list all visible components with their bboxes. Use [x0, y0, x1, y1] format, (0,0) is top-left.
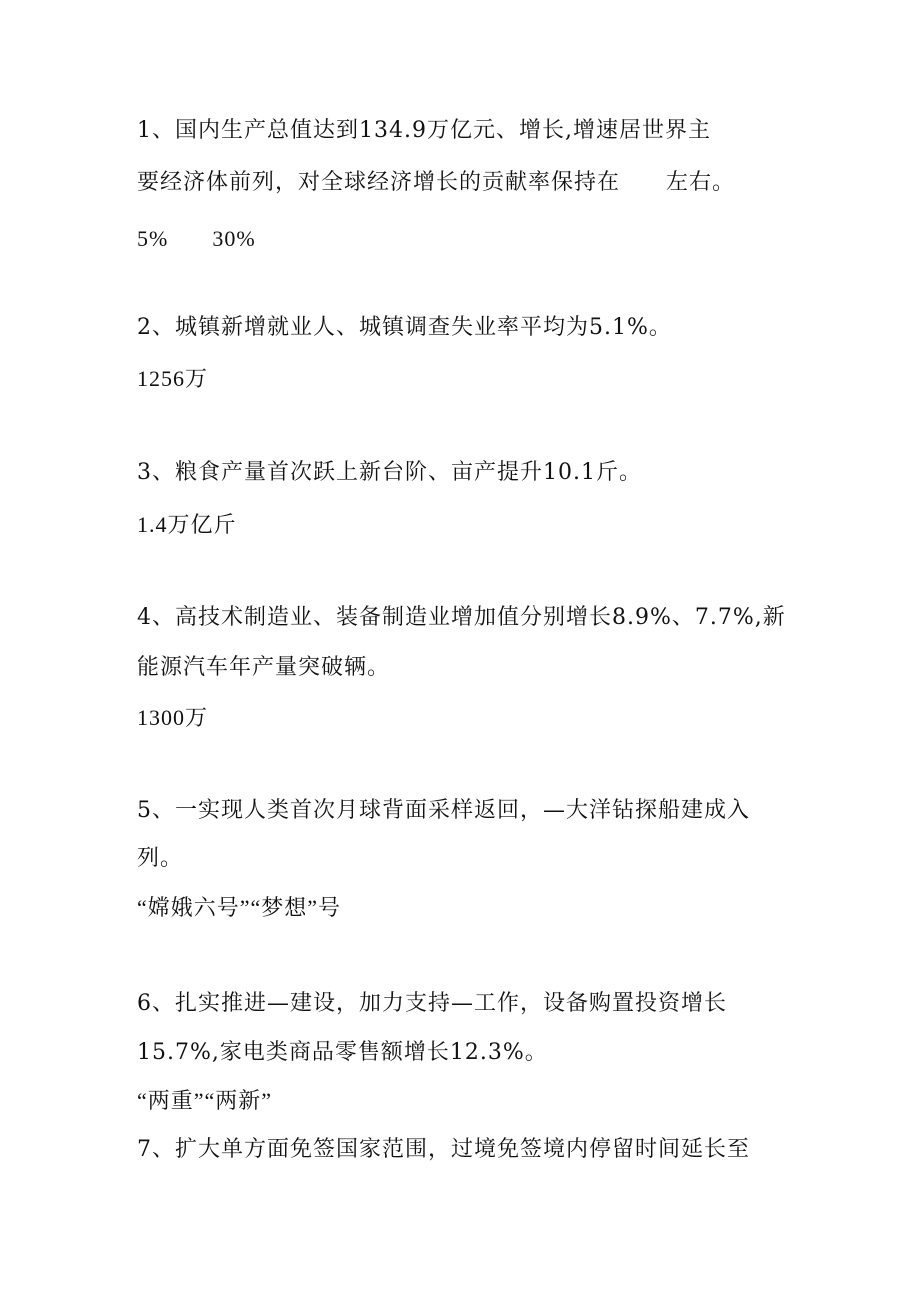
q1-line-2: 要经济体前列，对全球经济增长的贡献率保持在 左右。	[137, 170, 736, 195]
q1-answer-line	[137, 224, 256, 254]
q2-line-1: 2、城镇新增就业人、城镇调查失业率平均为5.1%。	[137, 315, 672, 340]
q6-line-2: 15.7%,家电类商品零售额增长12.3%。	[137, 1040, 548, 1065]
q3-line-1: 3、粮食产量首次跃上新台阶、亩产提升10.1斤。	[137, 460, 642, 485]
q2-answer: 1256万	[137, 366, 209, 391]
q4-line-2: 能源汽车年产量突破辆。	[137, 655, 391, 680]
q5-line-1: 5、一实现人类首次月球背面采样返回，—大洋钻探船建成入	[137, 798, 750, 823]
q6-answer: “两重”“两新”	[137, 1088, 273, 1113]
q1-answer-1: 5%	[137, 226, 169, 251]
q3-answer: 1.4万亿斤	[137, 512, 237, 537]
q4-answer: 1300万	[137, 705, 209, 730]
q5-line-2: 列。	[137, 846, 184, 871]
q1-line-1: 1、国内生产总值达到134.9万亿元、增长,增速居世界主	[137, 118, 711, 143]
q1-answer-2: 30%	[212, 226, 256, 251]
q6-line-1: 6、扎实推进—建设，加力支持—工作，设备购置投资增长	[137, 991, 727, 1016]
q5-answer: “嫦娥六号”“梦想”号	[137, 895, 342, 920]
q4-line-1: 4、高技术制造业、装备制造业增加值分别增长8.9%、7.7%,新	[137, 605, 786, 630]
q7-line-1: 7、扩大单方面免签国家范围，过境免签境内停留时间延长至	[137, 1137, 750, 1162]
